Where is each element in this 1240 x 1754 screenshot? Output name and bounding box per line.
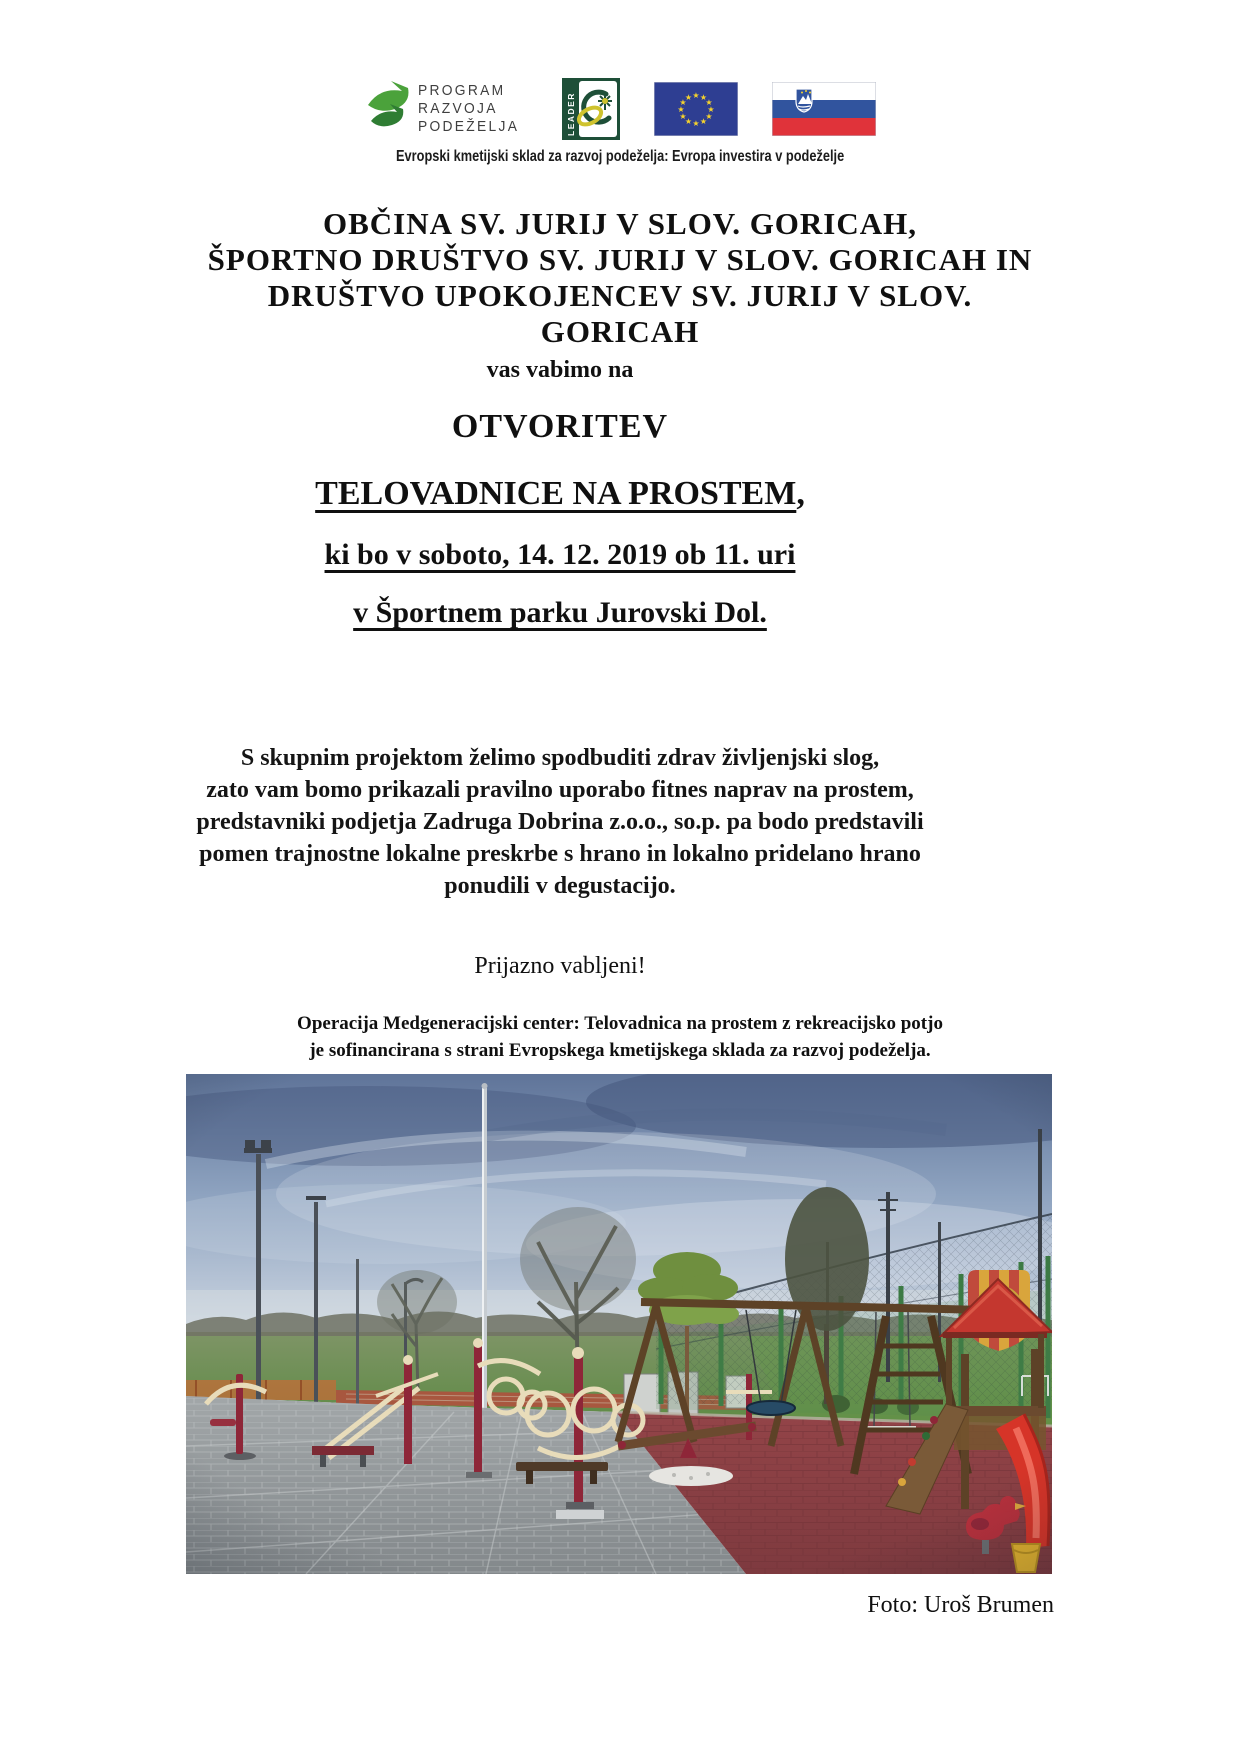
prp-line-1: PROGRAM: [417, 82, 506, 99]
intro-line: vas vabimo na: [486, 357, 634, 383]
invitation-content: [0, 206, 1240, 1620]
prp-line-3: PODEŽELJA: [417, 118, 520, 135]
svg-text:★: ★: [699, 117, 708, 126]
organizer-line: DRUŠTVO UPOKOJENCEV SV. JURIJ V SLOV. GORICAH: [267, 278, 973, 349]
photo-credit: Foto: Uroš Brumen: [867, 1592, 1054, 1618]
organizers-block: [186, 206, 1054, 350]
event-datetime: ki bo v soboto, 14. 12. 2019 ob 11. uri: [324, 538, 796, 571]
body-paragraph: [126, 742, 994, 902]
body-line: pomen trajnostne lokalne preskrbe s hrano in lokalno pridelano hrano: [199, 841, 921, 867]
organizer-line: ŠPORTNO DRUŠTVO SV. JURIJ V SLOV. GORICAH IN: [207, 242, 1033, 277]
closing-line: Prijazno vabljeni!: [474, 953, 646, 979]
event-subtitle-text: TELOVADNICE NA PROSTEM: [315, 475, 797, 512]
logo-row: [0, 0, 1240, 140]
event-title: OTVORITEV: [451, 408, 669, 445]
event-subtitle-comma: ,: [796, 475, 805, 512]
svg-text:★: ★: [679, 112, 687, 121]
svg-text:★: ★: [692, 119, 700, 128]
body-line: predstavniki podjetja Zadruga Dobrina z.o.o., so.p. pa bodo predstavili: [196, 809, 924, 835]
svg-text:★: ★: [705, 98, 713, 107]
svg-text:★: ★: [705, 112, 713, 121]
event-photo: [186, 1074, 1052, 1574]
svg-text:★: ★: [684, 117, 693, 126]
body-line: S skupnim projektom želimo spodbuditi zdrav življenjski slog,: [240, 745, 880, 771]
header-logos: [0, 0, 1240, 166]
svg-text:★: ★: [699, 93, 708, 102]
slovenia-flag-icon: [772, 82, 876, 136]
body-line: ponudili v degustacijo.: [444, 873, 676, 899]
svg-text:★: ★: [684, 93, 693, 102]
photo-wrap: [186, 1074, 1054, 1574]
svg-text:★: ★: [707, 105, 715, 114]
organizer-line: OBČINA SV. JURIJ V SLOV. GORICAH,: [322, 206, 918, 241]
logo-caption-text: Evropski kmetijski sklad za razvoj podeželja: Evropa investira v podeželje: [395, 148, 845, 165]
funding-line: Operacija Medgeneracijski center: Telovadnica na prostem z rekreacijsko potjo: [297, 1013, 943, 1034]
leader-label: LEADER: [566, 92, 577, 136]
event-location: v Športnem parku Jurovski Dol.: [353, 596, 767, 629]
prp-logo-text: [418, 82, 519, 136]
funding-note: [186, 1010, 1054, 1064]
eu-flag-icon: [654, 82, 738, 136]
funding-line: je sofinancirana s strani Evropskega kmetijskega sklada za razvoj podeželja.: [309, 1040, 931, 1061]
slovenia-coat-of-arms: [796, 89, 812, 112]
svg-text:★: ★: [692, 91, 700, 100]
event-subtitle: [126, 472, 994, 516]
svg-text:★: ★: [677, 105, 685, 114]
logo-caption: [0, 148, 1240, 166]
svg-text:★: ★: [679, 98, 687, 107]
swallow-icon: [364, 79, 412, 139]
body-line: zato vam bomo prikazali pravilno uporabo fitnes naprav na prostem,: [206, 777, 914, 803]
prp-line-2: RAZVOJA: [417, 100, 498, 117]
leader-logo: [562, 78, 620, 140]
prp-logo: [364, 79, 528, 139]
